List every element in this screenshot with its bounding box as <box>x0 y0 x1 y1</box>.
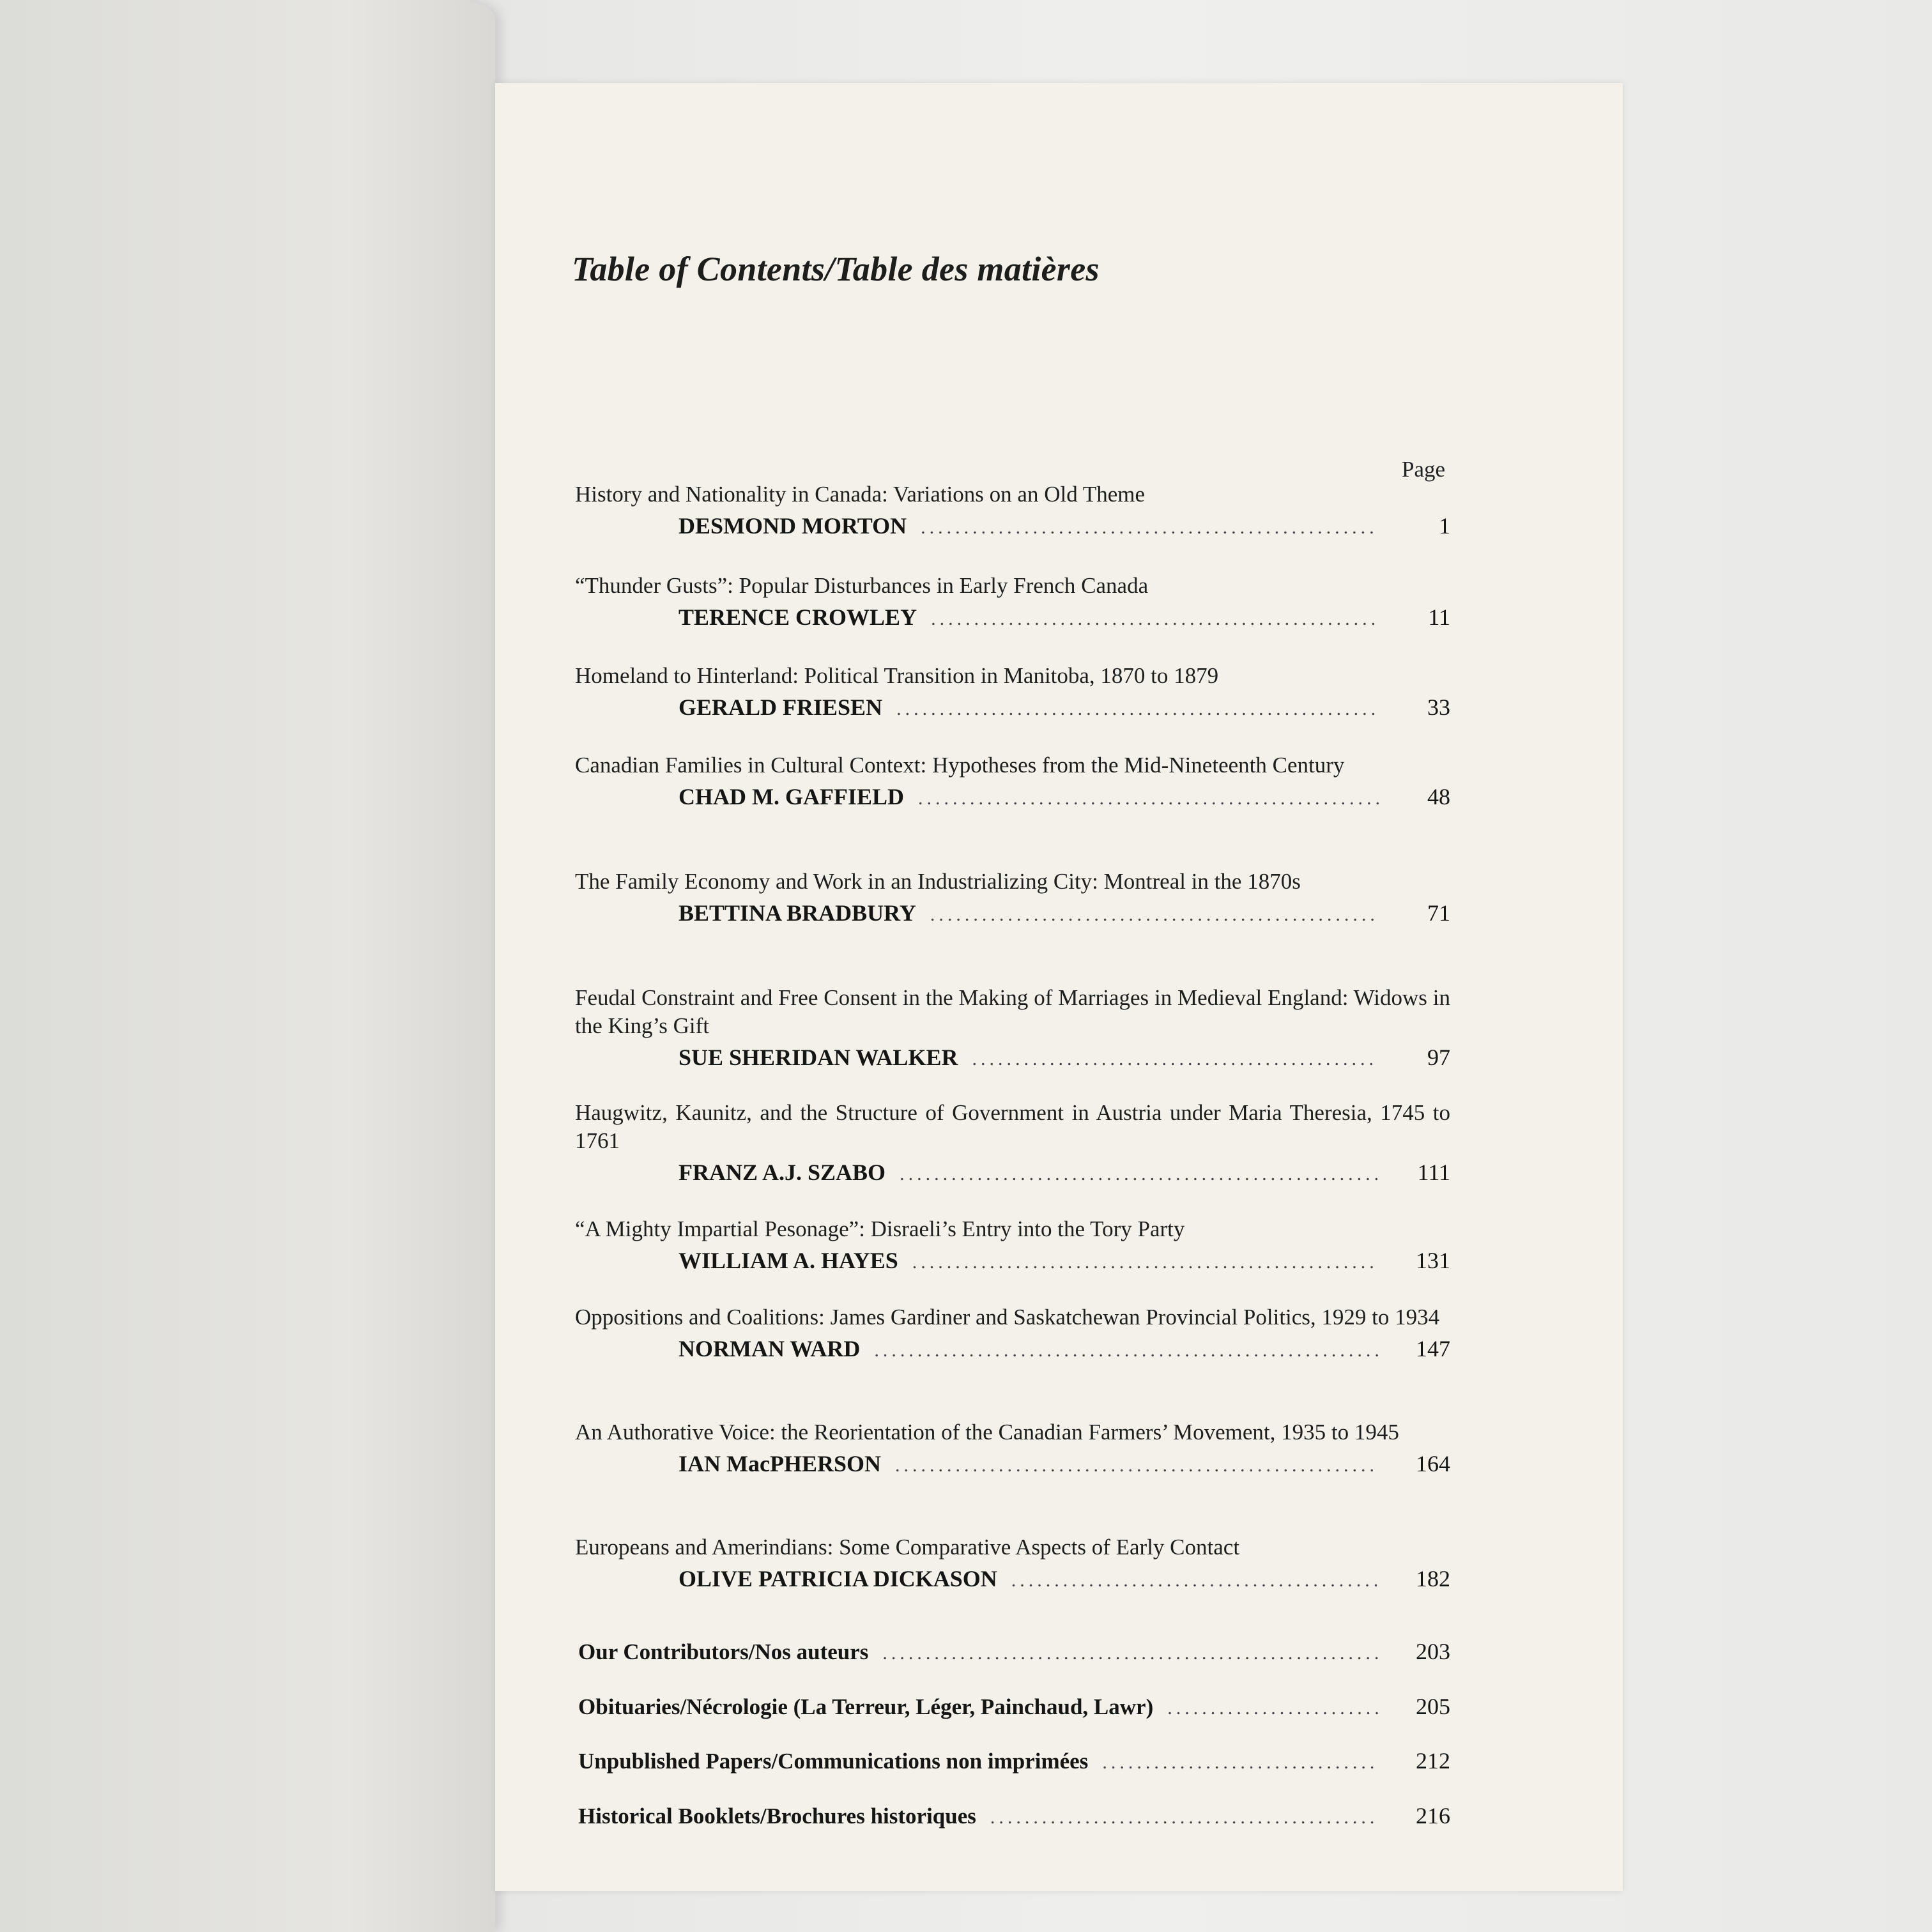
entry-title: “Thunder Gusts”: Popular Disturbances in Early French Canada <box>575 573 1149 598</box>
leader-dots <box>990 1807 1379 1828</box>
author-line <box>575 604 1450 631</box>
back-matter-page-number: 205 <box>1416 1694 1450 1719</box>
entry-page-number: 147 <box>1416 1336 1450 1361</box>
leader-dots <box>921 517 1379 539</box>
toc-entry <box>575 868 1450 926</box>
toc-entry <box>575 984 1450 1071</box>
toc-title: Table of Contents/Table des matières <box>572 250 1100 288</box>
back-matter-page-number: 216 <box>1416 1803 1450 1828</box>
entry-author: GERALD FRIESEN <box>678 694 883 720</box>
leader-dots <box>874 1340 1379 1361</box>
author-line <box>575 694 1450 721</box>
entry-title: Europeans and Amerindians: Some Comparative Aspects of Early Contact <box>575 1535 1240 1560</box>
entry-page-number: 33 <box>1427 694 1450 720</box>
leader-dots <box>918 788 1379 809</box>
author-line <box>575 1159 1450 1186</box>
entry-author: FRANZ A.J. SZABO <box>678 1160 886 1185</box>
page-column-label: Page <box>1402 457 1446 482</box>
leader-dots <box>895 1455 1379 1476</box>
back-matter-line <box>578 1693 1450 1720</box>
back-matter-label: Our Contributors/Nos auteurs <box>578 1639 869 1664</box>
leader-dots <box>1167 1698 1379 1719</box>
entry-page-number: 71 <box>1427 900 1450 926</box>
entry-author: IAN MacPHERSON <box>678 1451 881 1476</box>
back-matter-line <box>578 1638 1450 1665</box>
back-matter-label: Unpublished Papers/Communications non imprimées <box>578 1749 1089 1774</box>
back-matter-label: Historical Booklets/Brochures historiques <box>578 1804 976 1828</box>
entry-title: “A Mighty Impartial Pesonage”: Disraeli’s Entry into the Tory Party <box>575 1216 1185 1241</box>
author-line <box>575 1335 1450 1362</box>
toc-header <box>572 249 1453 289</box>
entry-title: Haugwitz, Kaunitz, and the Structure of Government in Austria under Maria Theresia, 1745 to 1761 <box>575 1100 1450 1153</box>
entry-page-number: 48 <box>1427 784 1450 809</box>
back-matter-label: Obituaries/Nécrologie (La Terreur, Léger, Painchaud, Lawr) <box>578 1694 1154 1719</box>
entry-author: SUE SHERIDAN WALKER <box>678 1045 958 1070</box>
back-matter-page-number: 212 <box>1416 1748 1450 1774</box>
toc-entry <box>575 572 1450 631</box>
entry-page-number: 1 <box>1439 513 1450 539</box>
entry-author: BETTINA BRADBURY <box>678 900 916 926</box>
toc-entry <box>575 1303 1450 1362</box>
toc-entry <box>575 1099 1450 1186</box>
toc-entry <box>575 1418 1450 1477</box>
entry-title: History and Nationality in Canada: Variations on an Old Theme <box>575 482 1146 507</box>
entry-author: TERENCE CROWLEY <box>678 604 917 630</box>
entry-page-number: 111 <box>1417 1160 1450 1185</box>
author-line <box>575 512 1450 539</box>
entry-author: WILLIAM A. HAYES <box>678 1248 898 1273</box>
toc-entry <box>575 751 1450 810</box>
leader-dots <box>930 904 1379 926</box>
entry-title: Feudal Constraint and Free Consent in the Making of Marriages in Medieval England: Widows in the King’s Gift <box>575 985 1450 1038</box>
leader-dots <box>882 1643 1379 1664</box>
entry-author: DESMOND MORTON <box>678 513 907 539</box>
toc-entry <box>575 662 1450 721</box>
leader-dots <box>972 1048 1379 1070</box>
entry-author: NORMAN WARD <box>678 1336 861 1361</box>
entry-page-number: 11 <box>1428 604 1450 630</box>
entry-title: The Family Economy and Work in an Industrializing City: Montreal in the 1870s <box>575 869 1301 894</box>
left-page <box>0 0 495 1932</box>
entry-page-number: 182 <box>1416 1566 1450 1591</box>
leader-dots <box>896 698 1379 720</box>
author-line <box>575 1044 1450 1071</box>
leader-dots <box>912 1252 1379 1273</box>
leader-dots <box>1011 1570 1379 1591</box>
back-matter-page-number: 203 <box>1416 1639 1450 1664</box>
back-matter-line <box>578 1802 1450 1829</box>
author-line <box>575 783 1450 810</box>
entry-author: OLIVE PATRICIA DICKASON <box>678 1566 997 1591</box>
entry-title: Homeland to Hinterland: Political Transition in Manitoba, 1870 to 1879 <box>575 663 1219 688</box>
leader-dots <box>931 608 1379 630</box>
author-line <box>575 1450 1450 1477</box>
entry-title: Canadian Families in Cultural Context: Hypotheses from the Mid-Nineteenth Century <box>575 753 1345 778</box>
entry-page-number: 97 <box>1427 1045 1450 1070</box>
back-matter-line <box>578 1747 1450 1774</box>
entry-page-number: 164 <box>1416 1451 1450 1476</box>
entry-title: An Authorative Voice: the Reorientation of the Canadian Farmers’ Movement, 1935 to 1945 <box>575 1420 1399 1445</box>
entry-page-number: 131 <box>1416 1248 1450 1273</box>
leader-dots <box>1102 1752 1379 1774</box>
entry-author: CHAD M. GAFFIELD <box>678 784 904 809</box>
toc-entry <box>575 1215 1450 1274</box>
leader-dots <box>900 1163 1379 1185</box>
entry-title: Oppositions and Coalitions: James Gardiner and Saskatchewan Provincial Politics, 1929 to 1934 <box>575 1305 1440 1330</box>
author-line <box>575 1565 1450 1592</box>
toc-entry <box>575 1533 1450 1592</box>
toc-entry <box>575 480 1450 539</box>
author-line <box>575 900 1450 926</box>
author-line <box>575 1247 1450 1274</box>
